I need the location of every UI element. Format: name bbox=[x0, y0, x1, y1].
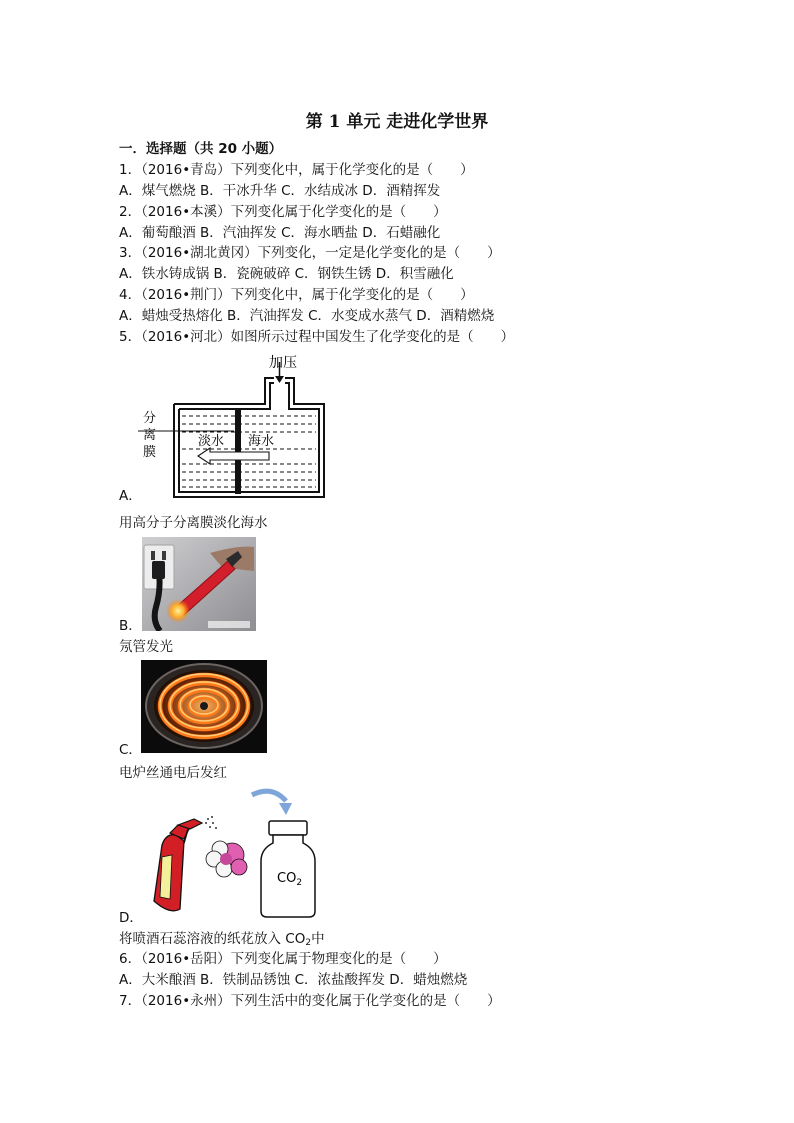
option-a-caption: 用高分子分离膜淡化海水 bbox=[119, 515, 268, 531]
stove-coil-photo bbox=[141, 660, 267, 753]
desalination-diagram bbox=[138, 352, 338, 500]
membrane bbox=[235, 408, 241, 494]
question-1-stem: 1．（2016•青岛）下列变化中，属于化学变化的是（ ） bbox=[119, 162, 474, 178]
question-2-options: A．葡萄酿酒 B．汽油挥发 C．海水晒盐 D．石蜡融化 bbox=[119, 225, 441, 241]
label-membrane-2: 离 bbox=[143, 428, 157, 443]
question-7-stem: 7．（2016•永州）下列生活中的变化属于化学变化的是（ ） bbox=[119, 993, 501, 1009]
option-b-letter: B． bbox=[119, 618, 142, 634]
question-3-options: A．铁水铸成锅 B．瓷碗破碎 C．钢铁生锈 D．积雪融化 bbox=[119, 266, 454, 282]
option-a-letter: A． bbox=[119, 488, 142, 504]
spray-mist bbox=[205, 816, 217, 829]
option-d-letter: D． bbox=[119, 910, 143, 926]
option-c-caption: 电炉丝通电后发红 bbox=[119, 765, 227, 781]
pressure-arrowhead bbox=[275, 376, 284, 383]
curved-arrow bbox=[252, 791, 286, 801]
question-6-options: A．大米酿酒 B．铁制品锈蚀 C．浓盐酸挥发 D．蜡烛燃烧 bbox=[119, 972, 468, 988]
co2-label-text: CO bbox=[277, 871, 297, 886]
question-2-stem: 2．（2016•本溪）下列变化属于化学变化的是（ ） bbox=[119, 204, 447, 220]
question-3-stem: 3．（2016•湖北黄冈）下列变化，一定是化学变化的是（ ） bbox=[119, 245, 501, 261]
plug bbox=[152, 561, 165, 579]
option-b-caption: 氖管发光 bbox=[119, 639, 173, 655]
page-title: 第 1 单元 走进化学世界 bbox=[305, 112, 489, 132]
option-d-caption: 将喷酒石蕊溶液的纸花放入 $CO_2$中 bbox=[119, 931, 325, 948]
question-6-stem: 6．（2016•岳阳）下列变化属于物理变化的是（ ） bbox=[119, 951, 447, 967]
label-pressure: 加压 bbox=[269, 355, 297, 371]
paper-flower bbox=[206, 841, 247, 877]
question-4-stem: 4．（2016•荆门）下列变化中，属于化学变化的是（ ） bbox=[119, 287, 474, 303]
label-sea-water: 海水 bbox=[248, 434, 275, 449]
sprayer-bottle bbox=[154, 819, 202, 911]
option-c-letter: C． bbox=[119, 742, 142, 758]
question-5-stem: 5．（2016•河北）如图所示过程中国发生了化学变化的是（ ） bbox=[119, 329, 515, 345]
co2-bottle bbox=[261, 821, 315, 917]
label-membrane-3: 膜 bbox=[143, 445, 157, 460]
question-1-options: A．煤气燃烧 B．干冰升华 C．水结成冰 D．酒精挥发 bbox=[119, 183, 441, 199]
label-fresh-water: 淡水 bbox=[198, 434, 225, 449]
neon-tester-photo bbox=[142, 537, 256, 631]
question-4-options: A．蜡烛受热熔化 B．汽油挥发 C．水变成水蒸气 D．酒精燃烧 bbox=[119, 308, 495, 324]
neon-glow bbox=[166, 599, 190, 623]
label-membrane-1: 分 bbox=[143, 411, 157, 426]
co2-bottle-diagram bbox=[140, 783, 340, 923]
section-heading: 一．选择题（共 20 小题） bbox=[119, 141, 283, 157]
flow-arrow bbox=[198, 448, 269, 464]
co2-label-sub: 2 bbox=[296, 878, 303, 888]
